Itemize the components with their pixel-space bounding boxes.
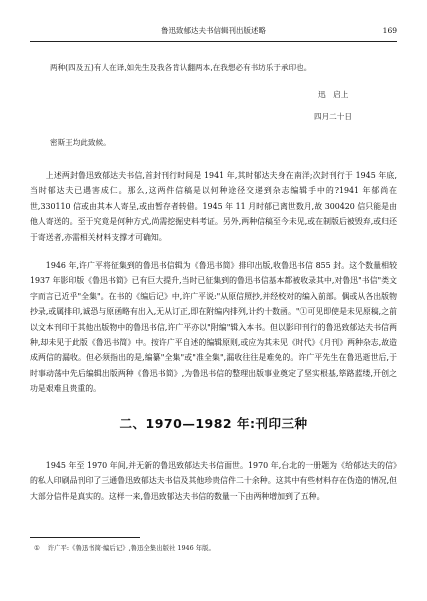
body-paragraph-3: 1945 年至 1970 年间,并无新的鲁迅致郁达夫书信面世。1970 年,台北的一册题为《给郁达夫的信》的私人印刷品刊印了三通鲁迅致郁达夫书信及其他珍贵信件二十余种。这其中有些材料存在伪造的情况,但大部分信件是真实的。这样一来,鲁迅致郁达夫书信的数量一下由两种增加到了五种。	[30, 461, 397, 501]
section-heading: 二、1970—1982 年:刊印三种	[119, 416, 308, 431]
footnote-marker: ①	[34, 544, 40, 552]
page-number: 169	[382, 26, 397, 35]
letter-postscript: 密斯王均此致候。	[50, 138, 111, 147]
footnote-rule	[30, 537, 140, 538]
letter-sign-off: 迅 启上	[318, 90, 349, 99]
quoted-letter-text: 两种(四及五)有人在译,如先生及我各肯认翻两本,在我想必有书坊乐于承印也。	[50, 63, 312, 72]
running-head	[30, 24, 397, 38]
letter-date: 四月二十日	[314, 112, 352, 121]
body-paragraph-2: 1946 年,许广平将征集到的鲁迅书信辑为《鲁迅书简》排印出版,收鲁迅书信 855 封。这个数量相较 1937 年影印版《鲁迅书简》已有巨大提升,当时已征集到的鲁迅书信基本都被收录其中,对鲁迅"书信"类文字而言已近乎"全集"。在书的《编后记》中,许广平说:"从原信照抄,并经校对的编入前部。偶或从各出版物抄录,或属排印,诚恐与原函略有出入,无从订正,即在附编内排列,计约十数函。"①可见即使是未见原稿,之前以文本刊印于其他出版物中的鲁迅书信,许广平亦以"附编"辑入本书。但以影印刊行的鲁迅致郁达夫书信两种,却未见于此版《鲁迅书简》中。按许广平自述的编辑原则,或应为其未见《时代》《月刊》两种杂志,故造成两信的漏收。但必须指出的是,编纂"全集"或"准全集",漏收往往是难免的。许广平先生在鲁迅逝世后,于时事动荡中先后编辑出版两种《鲁迅书简》,为鲁迅书信的整理出版事业奠定了坚实根基,筚路蓝缕,开创之功是艰难且贵重的。	[30, 261, 397, 394]
header-rule	[30, 41, 397, 42]
body-paragraph-1: 上述两封鲁迅致郁达夫书信,首封刊行时间是 1941 年,其时郁达夫身在南洋;次封刊行于 1945 年底,当时郁达夫已遇害成仁。那么,这两件信稿是以何种途径交递到杂志编辑手中的?1941 年郁尚在世,330110 信或由其本人寄呈,或由暂存者转借。1945 年 11 月时郁已离世数月,故 300420 信只能是由他人寄送的。至于究竟是何种方式,尚需挖掘史料考证。另外,两种信稿至今未见,或在制版后被毁弃,或归还于寄送者,亦需相关材料支撑才可确知。	[30, 171, 397, 242]
footnote	[34, 543, 215, 553]
running-head-title: 鲁迅致郁达夫书信辑刊出版述略	[161, 26, 266, 35]
footnote-text: 许广平:《鲁迅书简·编后记》,鲁迅全集出版社 1946 年版。	[47, 544, 215, 552]
